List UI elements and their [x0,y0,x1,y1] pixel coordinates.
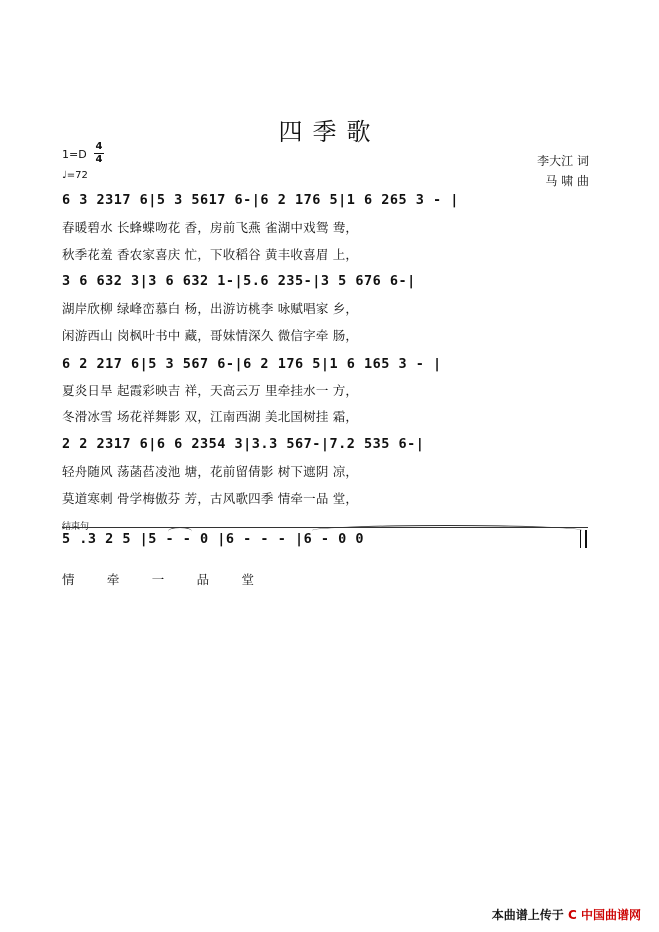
site-logo-icon: C [567,908,577,922]
lyrics-verse: 湖岸欣柳 绿峰峦慕白 杨，出游访桃李 咏赋唱家 乡， [62,301,359,316]
notation-line: 6 3 2317 6|5 3 5617 6-|6 2 176 5|1 6 265 3 - | [62,192,459,208]
footer-prefix: 本曲谱上传于 [491,908,564,922]
upload-footer [492,906,641,923]
ending-notation: 5 .3 2 5 |5 - - 0 |6 - - - |6 - 0 0 [62,531,364,547]
lyricist-credit: 李大江 词 [537,154,589,168]
key-signature: 1=D [62,148,87,161]
time-signature-top: 4 [95,141,103,152]
lyrics-verse: 夏炎日旱 起霞彩映吉 祥，天高云万 里牵挂水一 方， [62,383,359,398]
lyrics-verse: 春暖碧水 长蜂蝶吻花 香，房前飞燕 雀湖中戏鸳 鸯， [62,220,359,235]
notation-line: 6 2 217 6|5 3 567 6-|6 2 176 5|1 6 165 3 - | [62,356,442,372]
time-signature-bottom: 4 [95,154,103,165]
notation-line: 3 6 632 3|3 6 632 1-|5.6 235-|3 5 676 6-| [62,273,416,289]
final-barline-thick [585,530,587,548]
site-name-link[interactable]: 中国曲谱网 [580,908,641,922]
lyrics-verse: 秋季花羞 香农家喜庆 忙，下收稻谷 黄丰收喜眉 上， [62,247,359,262]
tempo-marking: ♩=72 [62,170,88,181]
final-barline-thin [580,530,581,548]
ending-label: 结束句 [62,522,90,532]
composer-credit: 马 啸 曲 [545,174,589,188]
lyrics-verse: 轻舟随风 荡菡萏凌池 塘，花前留倩影 树下遮阴 凉， [62,464,359,479]
notation-line: 2 2 2317 6|6 6 2354 3|3.3 567-|7.2 535 6-| [62,436,425,452]
lyrics-verse: 冬滑冰雪 场花祥舞影 双，江南西湖 美北国树挂 霜， [62,409,359,424]
ending-lyrics: 情 牵 一 品 堂 [62,572,255,587]
time-signature [94,142,104,165]
lyrics-verse: 莫道寒刺 骨学梅傲芬 芳，古风歌四季 情牵一品 堂， [62,491,359,506]
song-title: 四季歌 [278,118,381,146]
lyrics-verse: 闲游西山 岗枫叶书中 藏，哥妹情深久 微信字牵 肠， [62,328,359,343]
